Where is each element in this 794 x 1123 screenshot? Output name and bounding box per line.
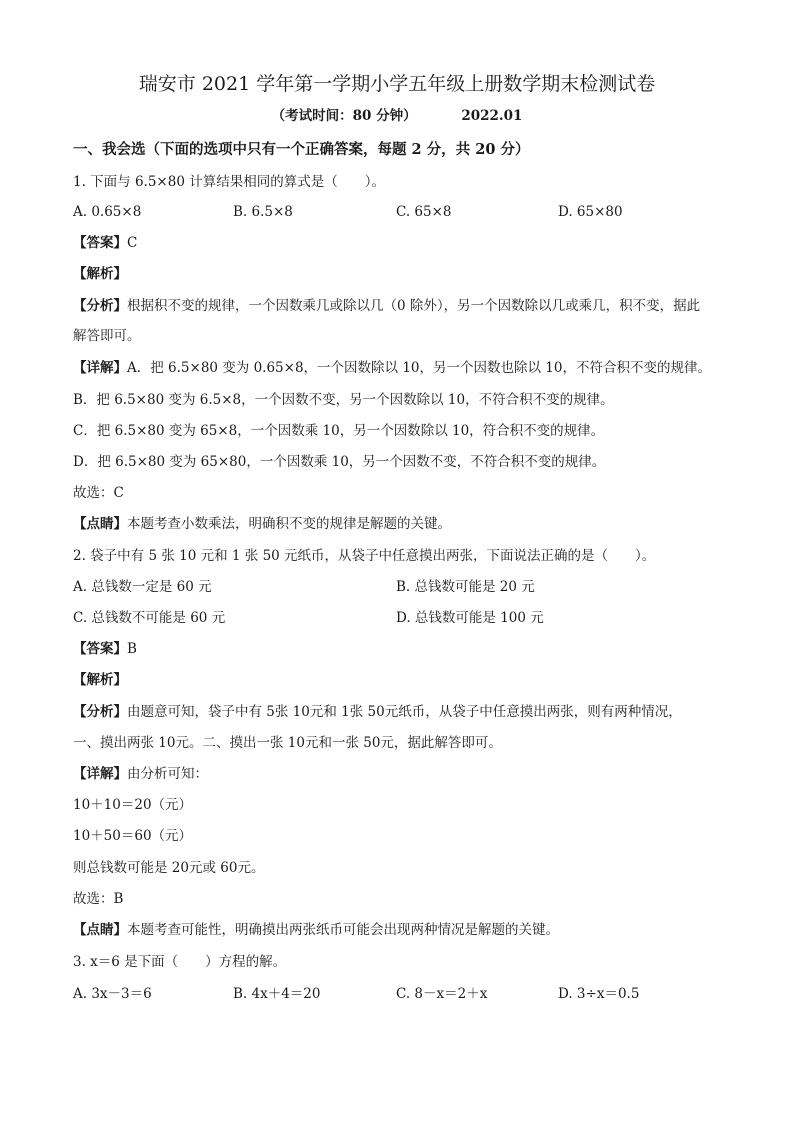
q1-detail-c: C．把 6.5×80 变为 65×8，一个因数乘 10，另一个因数除以 10，符合积不变的规律。 <box>73 423 605 439</box>
q1-point <box>73 514 451 534</box>
q3-option-a: A. 3x－3＝6 <box>73 986 152 1002</box>
answer-tag: 【答案】 <box>73 641 127 657</box>
q1-detail-d: D．把 6.5×80 变为 65×80，一个因数乘 10，另一个因数不变，不符合积不变的规律。 <box>73 454 606 470</box>
answer-value: C <box>127 235 138 251</box>
q2-analysis-tag: 【解析】 <box>73 672 127 688</box>
q2-option-c: C. 总钱数不可能是 60 元 <box>73 610 226 626</box>
q1-detail-b: B．把 6.5×80 变为 6.5×8，一个因数不变，另一个因数除以 10，不符合积不变的规律。 <box>73 392 614 408</box>
q1-choice: 故选：C <box>73 485 124 501</box>
q2-stem: 2. 袋子中有 5 张 10 元和 1 张 50 元纸币，从袋子中任意摸出两张，下面说法正确的是（ ）。 <box>73 548 656 564</box>
exam-time: （考试时间：80 分钟） <box>271 108 417 124</box>
fenxi-tag: 【分析】 <box>73 704 127 720</box>
fenxi-text: 根据积不变的规律，一个因数乘几或除以几（0 除外），另一个因数除以几或乘几，积不变，据此 <box>127 298 701 314</box>
page-title: 瑞安市 2021 学年第一学期小学五年级上册数学期末检测试卷 <box>138 73 656 95</box>
exam-subtitle <box>0 106 794 126</box>
q1-stem: 1. 下面与 6.5×80 计算结果相同的算式是（ ）。 <box>73 174 385 190</box>
q2-point <box>73 920 559 940</box>
answer-value: B <box>127 641 137 657</box>
detail-a: A．把 6.5×80 变为 0.65×8，一个因数除以 10，另一个因数也除以 10，不符合积不变的规律。 <box>127 360 711 376</box>
point-tag: 【点睛】 <box>73 516 127 532</box>
fenxi-text: 由题意可知，袋子中有 5张 10元和 1张 50元纸币，从袋子中任意摸出两张，则有两种情况， <box>127 704 682 720</box>
fenxi-tag: 【分析】 <box>73 298 127 314</box>
detail-tag: 【详解】 <box>73 766 127 782</box>
q1-option-b: B. 6.5×8 <box>233 204 293 220</box>
q1-fenxi-cont: 解答即可。 <box>73 328 141 344</box>
q1-analysis-tag: 【解析】 <box>73 266 127 282</box>
q2-option-a: A. 总钱数一定是 60 元 <box>73 579 212 595</box>
q2-option-b: B. 总钱数可能是 20 元 <box>396 579 535 595</box>
q1-fenxi <box>73 296 700 316</box>
q3-option-b: B. 4x＋4＝20 <box>233 986 321 1002</box>
section-heading: 一、我会选（下面的选项中只有一个正确答案，每题 2 分，共 20 分） <box>73 141 530 158</box>
answer-tag: 【答案】 <box>73 235 127 251</box>
q3-option-d: D. 3÷x＝0.5 <box>558 986 640 1002</box>
q3-option-c: C. 8－x＝2＋x <box>396 986 488 1002</box>
exam-date: 2022.01 <box>461 108 523 124</box>
q2-calc-2: 10＋50＝60（元） <box>73 828 193 844</box>
q2-fenxi <box>73 702 682 722</box>
q2-answer <box>73 639 137 659</box>
point-text: 本题考查小数乘法，明确积不变的规律是解题的关键。 <box>127 516 451 532</box>
q1-answer <box>73 233 137 253</box>
point-tag: 【点睛】 <box>73 922 127 938</box>
q2-fenxi-cont: 一、摸出两张 10元。二、摸出一张 10元和一张 50元，据此解答即可。 <box>73 735 502 751</box>
q1-option-d: D. 65×80 <box>558 204 623 220</box>
q1-option-c: C. 65×8 <box>396 204 452 220</box>
q2-calc-1: 10＋10＝20（元） <box>73 797 193 813</box>
q1-detail <box>73 358 711 378</box>
q2-detail <box>73 764 208 784</box>
q2-conclusion: 则总钱数可能是 20元或 60元。 <box>73 860 265 876</box>
point-text: 本题考查可能性，明确摸出两张纸币可能会出现两种情况是解题的关键。 <box>127 922 559 938</box>
detail-tag: 【详解】 <box>73 360 127 376</box>
q1-option-a: A. 0.65×8 <box>73 204 142 220</box>
q2-choice: 故选：B <box>73 891 124 907</box>
q3-stem: 3. x＝6 是下面（ ）方程的解。 <box>73 954 287 970</box>
detail-intro: 由分析可知： <box>127 766 208 782</box>
q2-option-d: D. 总钱数可能是 100 元 <box>396 610 544 626</box>
